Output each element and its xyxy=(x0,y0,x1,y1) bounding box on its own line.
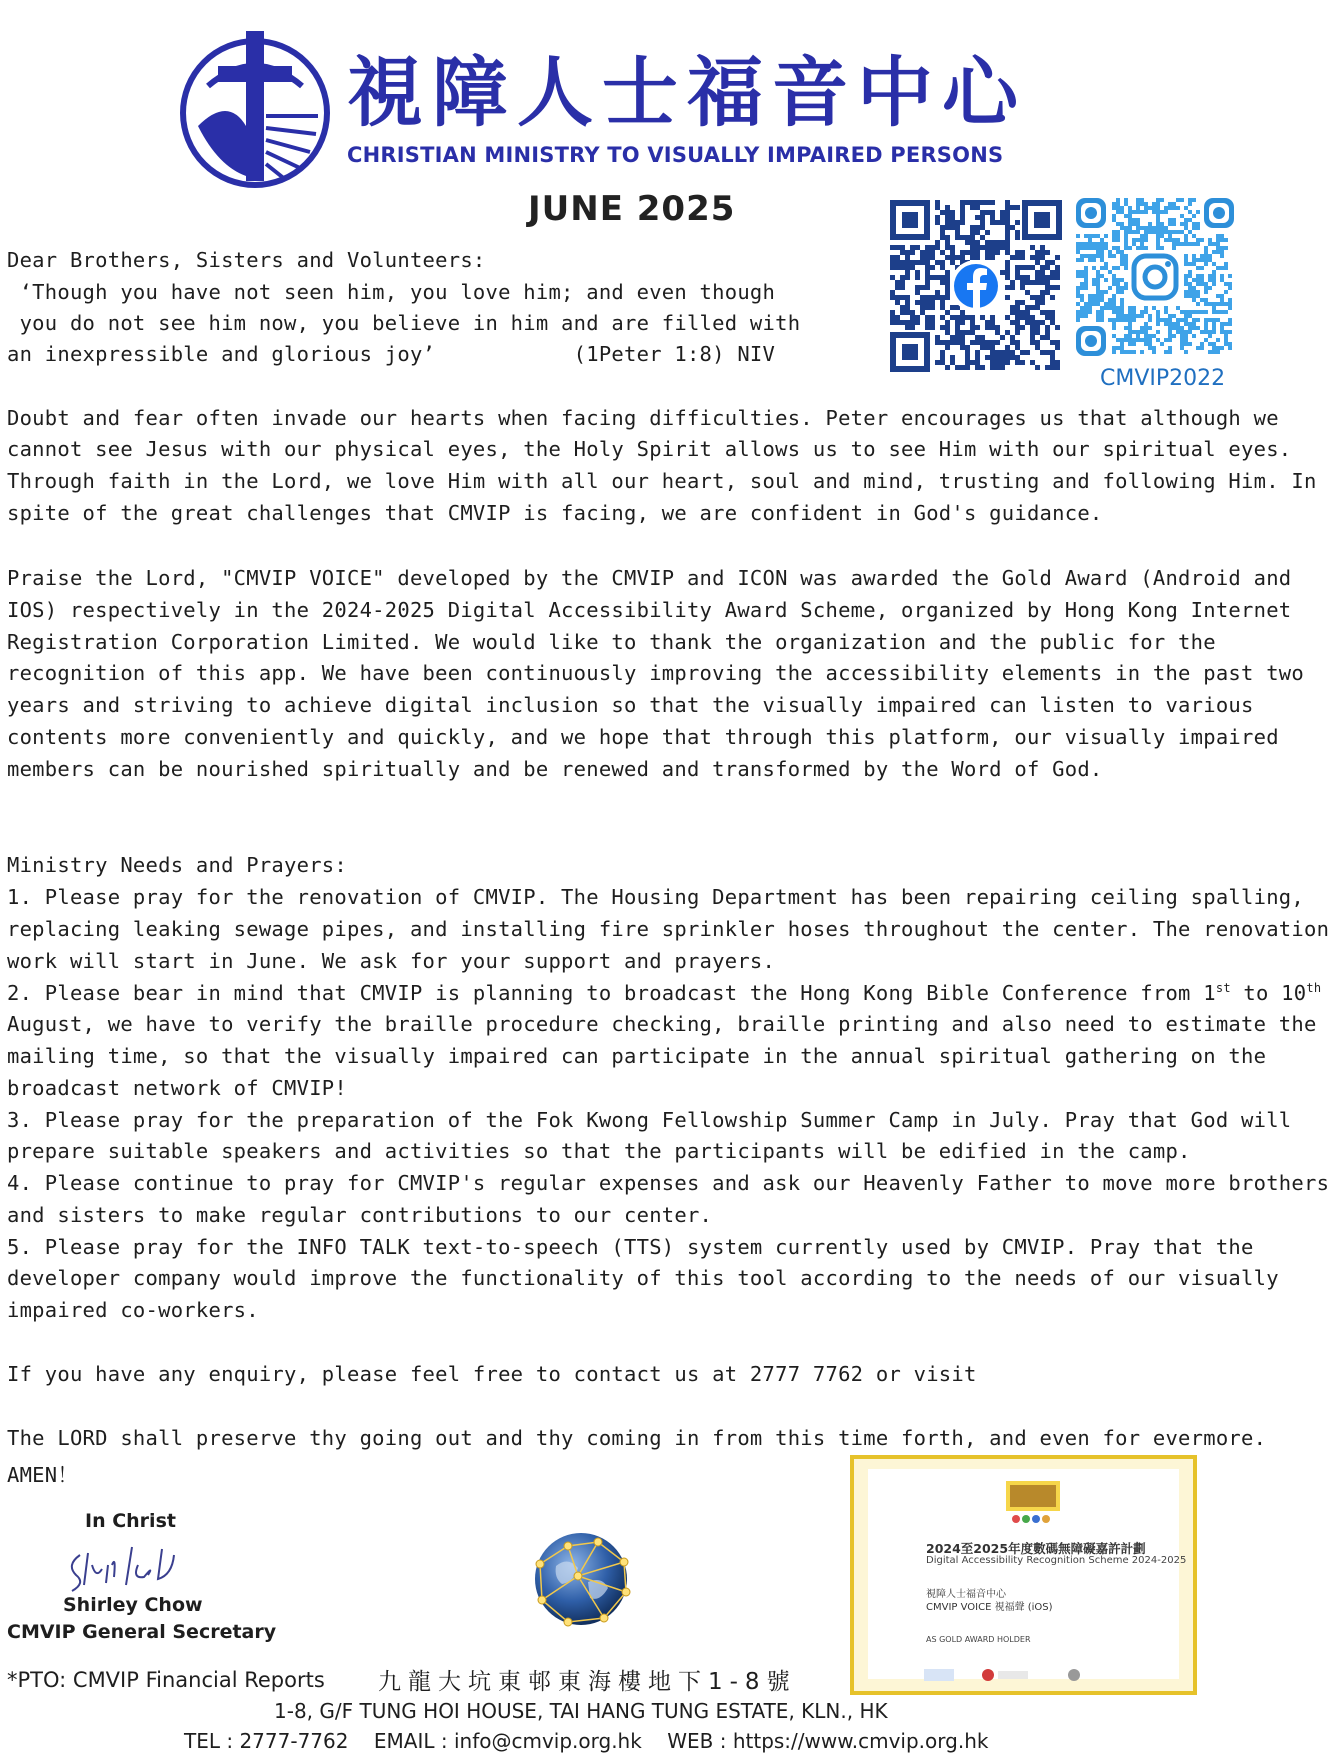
award-level: AS GOLD AWARD HOLDER xyxy=(926,1635,1031,1644)
signature-image xyxy=(62,1535,192,1595)
paragraph-line: Registration Corporation Limited. We would like to thank the organization and the public for the xyxy=(7,630,1216,654)
issue-date: JUNE 2025 xyxy=(528,189,736,229)
blessing-line: The LORD shall preserve thy going out and thy coming in from this time forth, and even for evermore. xyxy=(7,1426,1267,1450)
prayer-item-line: 3. Please pray for the preparation of the Fok Kwong Fellowship Summer Camp in July. Pray that God will xyxy=(7,1108,1292,1132)
globe-network-icon xyxy=(528,1526,634,1632)
facebook-icon xyxy=(950,260,1002,312)
prayer-item-line: broadcast network of CMVIP! xyxy=(7,1076,347,1100)
prayer-item-line: replacing leaking sewage pipes, and installing fire sprinkler hoses throughout the center. The renovation xyxy=(7,917,1329,941)
facebook-qr-code[interactable] xyxy=(890,200,1062,372)
award-recipient: 視障人士福音中心 xyxy=(926,1589,1006,1600)
prayer-item-line: 5. Please pray for the INFO TALK text-to-speech (TTS) system currently used by CMVIP. Pray that the xyxy=(7,1235,1254,1259)
instagram-qr-code[interactable] xyxy=(1076,198,1234,356)
enquiry-text: If you have any enquiry, please feel free to contact us at 2777 7762 or visit xyxy=(7,1362,977,1386)
verse-line: an inexpressible and glorious joy’ (1Peter 1:8) NIV xyxy=(7,342,776,366)
org-name-cn: 視障人士福音中心 xyxy=(347,48,1027,137)
contact-line: TEL : 2777-7762 EMAIL : info@cmvip.org.hk WEB : https://www.cmvip.org.hk xyxy=(184,1729,989,1753)
greeting: Dear Brothers, Sisters and Volunteers: xyxy=(7,248,486,272)
prayer-item-line: mailing time, so that the visually impaired can participate in the annual spiritual gathering on the xyxy=(7,1044,1267,1068)
pto-note: *PTO: CMVIP Financial Reports xyxy=(7,1668,325,1692)
award-app: CMVIP VOICE 視福聲 (iOS) xyxy=(926,1602,1053,1613)
paragraph-line: members can be nourished spiritually and be renewed and transformed by the Word of God. xyxy=(7,757,1103,781)
paragraph-line: Doubt and fear often invade our hearts when facing difficulties. Peter encourages us that although we xyxy=(7,406,1279,430)
address-en: 1-8, G/F TUNG HOI HOUSE, TAI HANG TUNG ESTATE, KLN., HK xyxy=(274,1699,888,1723)
org-name-en: CHRISTIAN MINISTRY TO VISUALLY IMPAIRED PERSONS xyxy=(347,143,1004,167)
address-cn: 九龍大坑東邨東海樓地下1-8號 xyxy=(378,1669,797,1695)
paragraph-line: recognition of this app. We have been continuously improving the accessibility elements in the past two xyxy=(7,661,1304,685)
prayer-item-line: and sisters to make regular contributions to our center. xyxy=(7,1203,713,1227)
paragraph-line: Praise the Lord, "CMVIP VOICE" developed by the CMVIP and ICON was awarded the Gold Award (Android and xyxy=(7,566,1292,590)
paragraph-line: cannot see Jesus with our physical eyes, the Holy Spirit allows us to see Him with our spiritual eyes. xyxy=(7,437,1292,461)
closing: In Christ xyxy=(85,1510,176,1532)
social-handle: CMVIP2022 xyxy=(1100,366,1226,391)
prayer-item-line: prepare suitable speakers and activities so that the participants will be edified in the camp. xyxy=(7,1139,1191,1163)
award-certificate-image xyxy=(850,1455,1197,1695)
prayer-item-line: work will start in June. We ask for your support and prayers. xyxy=(7,949,776,973)
award-title-en: Digital Accessibility Recognition Scheme 2024-2025 xyxy=(926,1555,1187,1566)
prayer-item-line: 1. Please pray for the renovation of CMVIP. The Housing Department has been repairing ceiling spalling, xyxy=(7,885,1304,909)
needs-heading: Ministry Needs and Prayers: xyxy=(7,853,347,877)
verse-line: ‘Though you have not seen him, you love him; and even though xyxy=(7,280,776,304)
prayer-item-line: impaired co-workers. xyxy=(7,1298,259,1322)
signer-title: CMVIP General Secretary xyxy=(7,1621,277,1643)
award-emblem-icon xyxy=(998,1475,1068,1529)
paragraph-line: years and striving to achieve digital inclusion so that the visually impaired can listen to various xyxy=(7,693,1254,717)
paragraph-line: contents more conveniently and quickly, and we hope that through this platform, our visually impaired xyxy=(7,725,1279,749)
prayer-item-line: August, we have to verify the braille procedure checking, braille printing and also need to estimate the xyxy=(7,1012,1317,1036)
instagram-icon xyxy=(1130,252,1180,302)
award-title-cn: 2024至2025年度數碼無障礙嘉許計劃 xyxy=(926,1541,1146,1556)
award-sponsor-logos xyxy=(924,1665,1144,1685)
paragraph-line: IOS) respectively in the 2024-2025 Digital Accessibility Award Scheme, organized by Hong Kong Internet xyxy=(7,598,1292,622)
paragraph-line: spite of the great challenges that CMVIP is facing, we are confident in God's guidance. xyxy=(7,501,1103,525)
paragraph-line: Through faith in the Lord, we love Him with all our heart, soul and mind, trusting and following Him. In xyxy=(7,469,1317,493)
prayer-item-line: 2. Please bear in mind that CMVIP is planning to broadcast the Hong Kong Bible Conference from 1st to 10th xyxy=(7,981,1322,1005)
cmvip-logo xyxy=(178,26,332,200)
prayer-item-line: developer company would improve the functionality of this tool according to the needs of our visually xyxy=(7,1266,1279,1290)
blessing-line: AMEN！ xyxy=(7,1463,79,1487)
verse-line: you do not see him now, you believe in him and are filled with xyxy=(7,311,801,335)
signer-name: Shirley Chow xyxy=(63,1594,203,1616)
prayer-item-line: 4. Please continue to pray for CMVIP's regular expenses and ask our Heavenly Father to move more brothers xyxy=(7,1171,1329,1195)
